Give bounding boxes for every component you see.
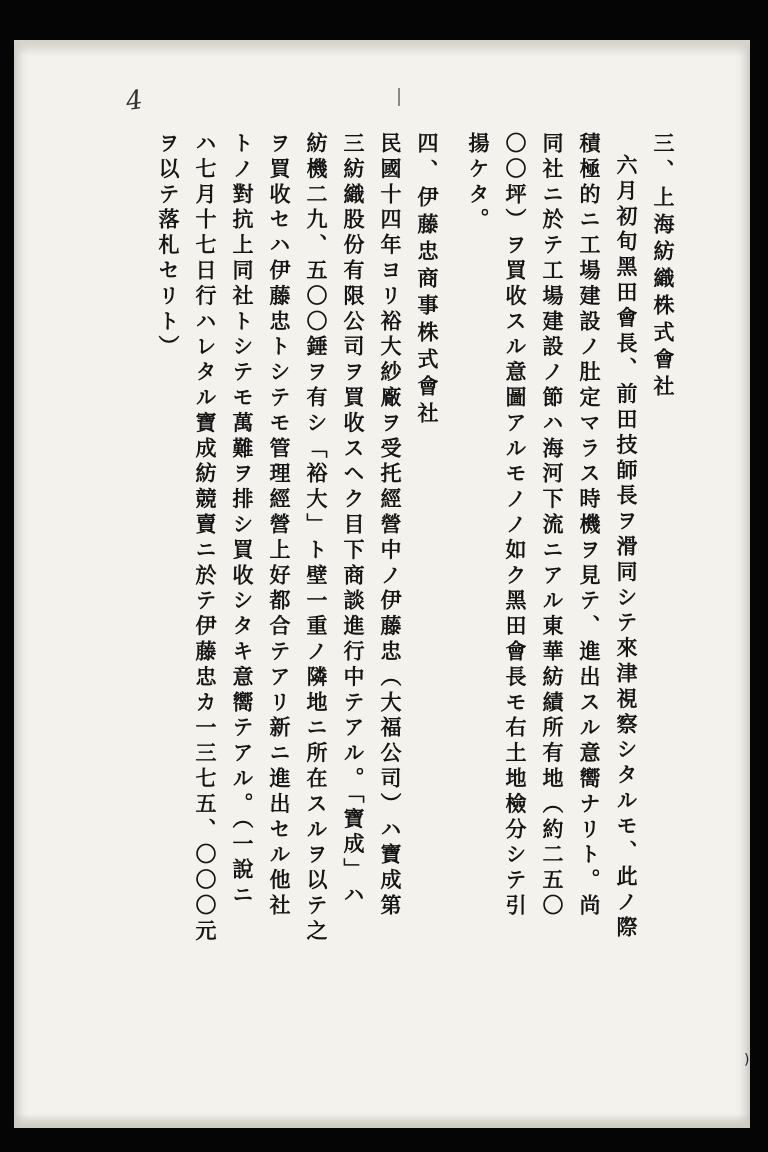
paragraph-line: ヲ以テ落札セリト） — [156, 132, 181, 361]
paragraph-line: 〇〇坪）ヲ買收スル意圖アルモノノ如ク黑田會長モ右土地檢分シテ引 — [503, 132, 528, 920]
section-spacer — [446, 132, 460, 1092]
paragraph-line: 三紡織股份有限公司ヲ買收スヘク目下商談進行中テアル。「寶成」ハ — [341, 132, 366, 909]
section-heading: 四、伊藤忠商事株式會社 — [415, 132, 440, 429]
paragraph-line: 紡機二九、五〇〇錘ヲ有シ「裕大」ト壁一重ノ隣地ニ所在スルヲ以テ之 — [304, 132, 329, 945]
page-number: 4 — [123, 84, 145, 118]
vertical-text-body — [156, 132, 682, 1092]
paragraph-line: ヲ買收セハ伊藤忠トシテモ管理經營上好都合テアリ新ニ進出セル他社 — [267, 132, 292, 920]
paragraph-line: 揚ケタ。 — [466, 132, 491, 234]
section-heading: 三、上海紡織株式會社 — [651, 132, 676, 402]
document-page — [14, 40, 750, 1128]
paragraph-line: 六月初旬黑田會長、前田技師長ヲ滑同シテ來津視察シタルモ、此ノ際 — [614, 154, 639, 942]
paragraph-line: 民國十四年ヨリ裕大紗廠ヲ受托經營中ノ伊藤忠（大福公司）ハ寶成第 — [378, 132, 403, 920]
paragraph-line: 積極的ニ工場建設ノ肚定マラス時機ヲ見テ、進出スル意嚮ナリト。尚 — [577, 132, 602, 920]
margin-mark: ) — [744, 1052, 750, 1068]
paragraph-line: トノ對抗上同社トシテモ萬難ヲ排シ買收シタキ意嚮テアル。（一說ニ — [230, 132, 255, 909]
scan-artifact-mark — [398, 88, 400, 106]
paragraph-line: ハ七月十七日行ハレタル寶成紡競賣ニ於テ伊藤忠カ一三七五、〇〇〇元 — [193, 132, 218, 945]
paragraph-line: 同社ニ於テ工場建設ノ節ハ海河下流ニアル東華紡績所有地（約二五〇 — [540, 132, 565, 920]
